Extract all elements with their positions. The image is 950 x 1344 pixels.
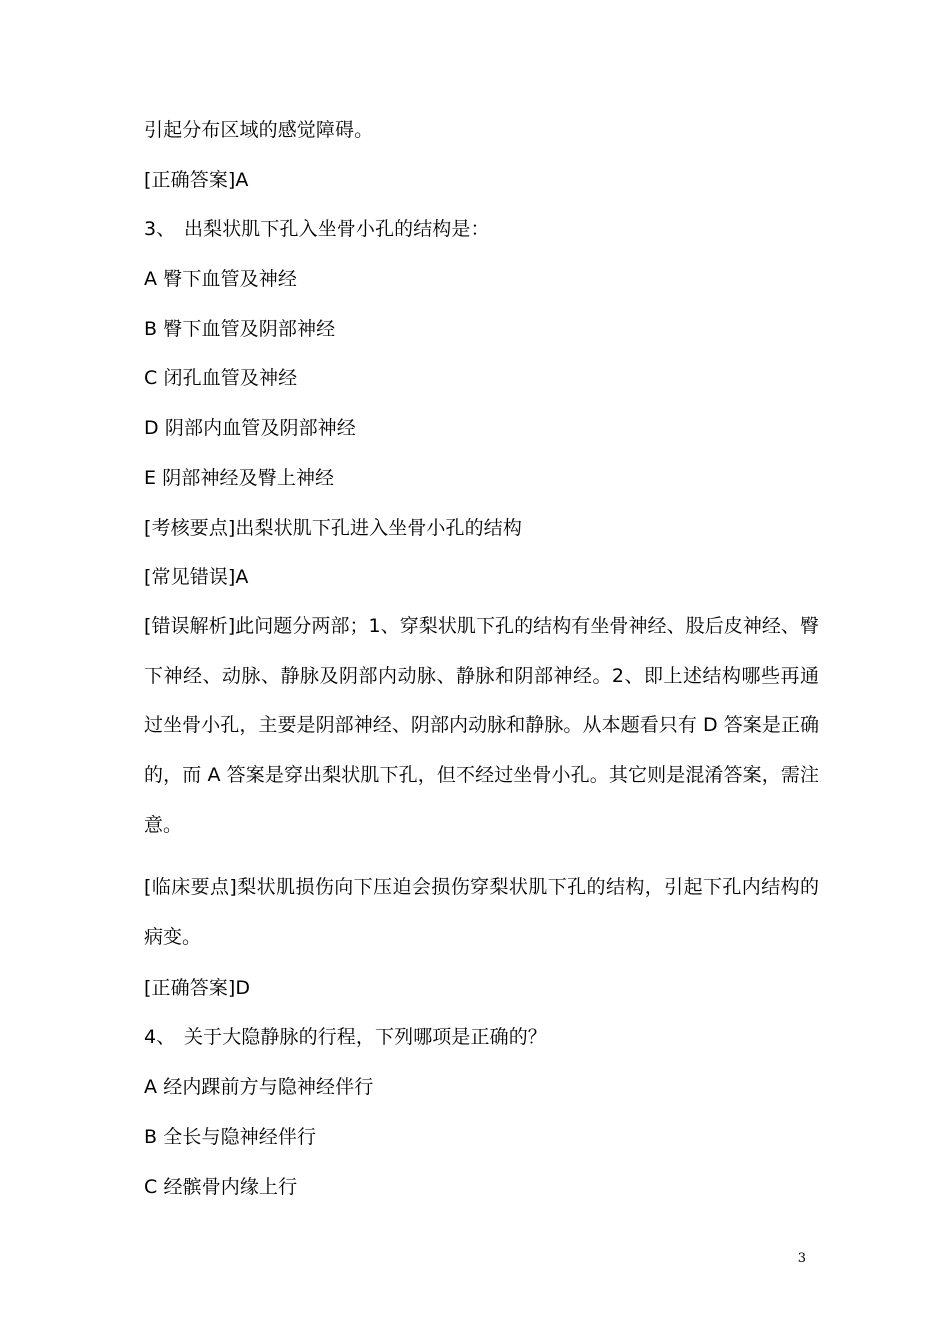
option-b: B 臀下血管及阴部神经 (144, 317, 336, 340)
clinical-point-paragraph: [临床要点]梨状肌损伤向下压迫会损伤穿梨状肌下孔的结构，引起下孔内结构的病变。 (144, 876, 819, 949)
common-error-line: [常见错误]A (144, 566, 249, 589)
option-c: C 经髌骨内缘上行 (144, 1175, 298, 1198)
clinical-point-block (144, 863, 819, 962)
error-analysis-block (144, 602, 819, 851)
option-b: B 全长与隐神经伴行 (144, 1125, 317, 1148)
option-d: D 阴部内血管及阴部神经 (144, 417, 356, 440)
option-e: E 阴部神经及臀上神经 (144, 466, 335, 489)
answer-line: [正确答案]A (144, 168, 249, 191)
option-a: A 经内踝前方与隐神经伴行 (144, 1076, 374, 1099)
text-line: 引起分布区域的感觉障碍。 (144, 119, 374, 141)
answer-line: [正确答案]D (144, 976, 251, 999)
question-text: 关于大隐静脉的行程，下列哪项是正确的？ (184, 1026, 547, 1049)
question-text: 出梨状肌下孔入坐骨小孔的结构是： (184, 218, 490, 241)
question-number: 3、 (144, 218, 176, 241)
page-content (144, 118, 819, 1224)
question-3 (144, 217, 819, 241)
error-analysis-paragraph: [错误解析]此问题分两部；1、穿梨状肌下孔的结构有坐骨神经、股后皮神经、臀下神经、动脉、静脉及阴部内动脉、静脉和阴部神经。2、即上述结构哪些再通过坐骨小孔，主要是阴部神经、阴部内动脉和静脉。从本题看只有 D 答案是正确的，而 A 答案是穿出梨状肌下孔，但不经过坐骨小孔。其它则是混淆答案，需注意。 (144, 615, 819, 836)
key-point-line: [考核要点]出梨状肌下孔进入坐骨小孔的结构 (144, 516, 522, 539)
page-number: 3 (797, 1251, 806, 1266)
option-c: C 闭孔血管及神经 (144, 367, 298, 390)
option-a: A 臀下血管及神经 (144, 268, 297, 291)
question-number: 4、 (144, 1026, 176, 1049)
question-4 (144, 1025, 819, 1049)
